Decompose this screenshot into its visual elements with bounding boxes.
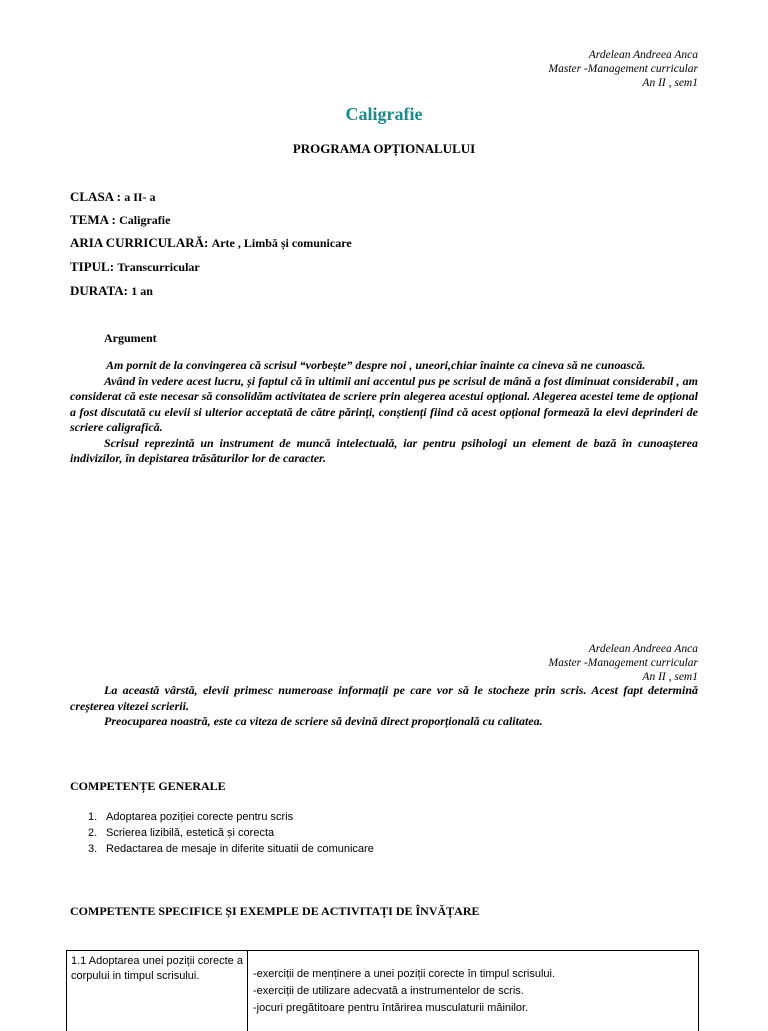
info-tipul: TIPUL: Transcurricular <box>70 259 200 274</box>
author-year: An II , sem1 <box>642 77 698 89</box>
author-year: An II , sem1 <box>642 671 698 683</box>
competente-specifice-heading: COMPETENTE SPECIFICE ȘI EXEMPLE DE ACTIVITAȚI DE ÎNVĂȚARE <box>70 904 480 918</box>
page2-text <box>70 683 698 730</box>
info-tema: TEMA : Caligrafie <box>70 212 171 227</box>
activity-line: -jocuri pregătitoare pentru întărirea musculaturii mâinilor. <box>253 1002 529 1014</box>
table-cell-activitati <box>253 966 555 1017</box>
competente-generale-list <box>70 809 374 857</box>
competente-table <box>66 950 699 1031</box>
list-item: 2. Scrierea lizibilă, estetică și corecta <box>88 827 275 839</box>
argument-paragraph-2: Având în vedere acest lucru, și faptul că în ultimii ani accentul pus pe scrisul de mână a fost diminuat considerabil , am considerat că este necesar să consolidăm activitatea de scriere prin alegerea acestui opțional. Alegerea acestei teme de opțional a fost discutată cu elevii si ulterior acceptată de către părinți, conștienți fiind că acest opțional formează la elevi deprinderi de scriere caligrafică. <box>70 373 698 434</box>
competente-generale-heading: COMPETENȚE GENERALE <box>70 779 226 793</box>
argument-paragraph-3: Scrisul reprezintă un instrument de muncă intelectuală, iar pentru psihologi un element de bază în cunoașterea indivizilor, în depistarea trăsăturilor lor de caracter. <box>70 435 698 465</box>
document-subtitle: PROGRAMA OPȚIONALULUI <box>292 141 476 156</box>
author-program: Master -Management curricular <box>548 657 698 669</box>
page2-paragraph-2: Preocuparea noastră, este ca viteza de scriere să devină direct proporțională cu calitatea. <box>104 714 543 728</box>
document-title: Caligrafie <box>345 104 423 124</box>
author-name: Ardelean Andreea Anca <box>588 643 698 655</box>
author-name: Ardelean Andreea Anca <box>588 49 698 61</box>
page2-paragraph-1: La această vârstă, elevii primesc numeroase informații pe care vor să le stocheze prin scris. Acest fapt determină creșterea vitezei scrierii. <box>70 683 698 713</box>
argument-heading: Argument <box>104 331 157 345</box>
info-aria-curriculara: ARIA CURRICULARĂ: Arte , Limbă și comunicare <box>70 235 352 250</box>
author-block-top <box>549 48 698 90</box>
info-durata: DURATA: 1 an <box>70 283 153 298</box>
argument-paragraph-1: Am pornit de la convingerea că scrisul “vorbește” despre noi , uneori,chiar înainte ca cineva să ne cunoască. <box>106 358 646 372</box>
list-item: 1. Adoptarea poziției corecte pentru scris <box>88 811 294 823</box>
activity-line: -exerciții de menținere a unei poziții corecte în timpul scrisului. <box>253 968 556 980</box>
author-block-bottom <box>549 642 698 684</box>
info-clasa: CLASA : a II- a <box>70 189 156 204</box>
list-item: 3. Redactarea de mesaje in diferite situatii de comunicare <box>88 843 374 855</box>
argument-text <box>70 358 698 467</box>
activity-line: -exerciții de utilizare adecvată a instrumentelor de scris. <box>253 985 524 997</box>
table-cell-competenta: 1.1 Adoptarea unei poziții corecte a corpului in timpul scrisului. <box>67 951 248 1031</box>
author-program: Master -Management curricular <box>548 63 698 75</box>
